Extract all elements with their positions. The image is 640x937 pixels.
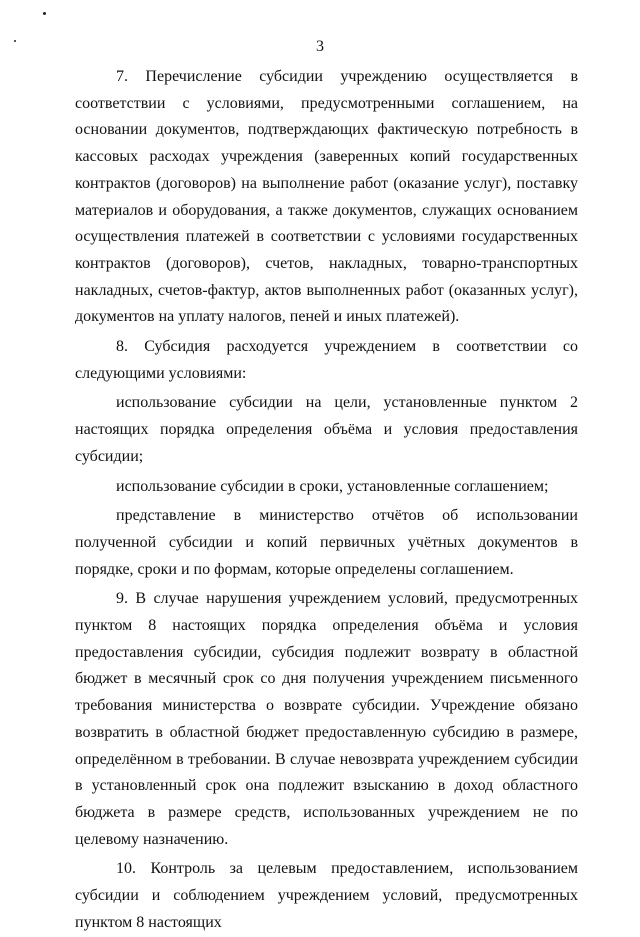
condition-item-3: представление в министерство отчётов об использовании полученной субсидии и копий первичных учётных документов в порядке, сроки и по формам, которые определены соглашением. <box>75 507 578 578</box>
paragraph-8: 8. Субсидия расходуется учреждением в соответствии со следующими условиями: <box>75 338 578 382</box>
scan-speck <box>43 12 46 15</box>
paragraph-9: 9. В случае нарушения учреждением условий, предусмотренных пунктом 8 настоящих порядка определения объёма и условия предоставления субсидии, субсидия подлежит возврату в областной бюджет в месячный срок со дня получения учреждением письменного требования министерства о возврате субсидии. Учреждение обязано возвратить в областной бюджет предоставленную субсидию в размере, определённом в требовании. В случае невозврата учреждением субсидии в установленный срок она подлежит взысканию в доход областного бюджета в размере средств, использованных учреждением не по целевому назначению. <box>75 590 578 848</box>
page-number: 3 <box>316 38 324 55</box>
document-body <box>75 64 578 937</box>
paragraph-10: 10. Контроль за целевым предоставлением, использованием субсидии и соблюдением учреждением условий, предусмотренных пунктом 8 настоящих <box>75 860 578 931</box>
condition-item-1: использование субсидии на цели, установленные пунктом 2 настоящих порядка определения объёма и условия предоставления субсидии; <box>75 394 578 465</box>
condition-item-2: использование субсидии в сроки, установленные соглашением; <box>116 477 549 495</box>
paragraph-7: 7. Перечисление субсидии учреждению осуществляется в соответствии с условиями, предусмотренными соглашением, на основании документов, подтверждающих фактическую потребность в кассовых расходах учреждения (заверенных копий государственных контрактов (договоров) на выполнение работ (оказание услуг), поставку материалов и оборудования, а также документов, служащих основанием осуществления платежей в соответствии с условиями государственных контрактов (договоров), счетов, накладных, товарно-транспортных накладных, счетов-фактур, актов выполненных работ (оказанных услуг), документов на уплату налогов, пеней и иных платежей). <box>75 68 578 326</box>
